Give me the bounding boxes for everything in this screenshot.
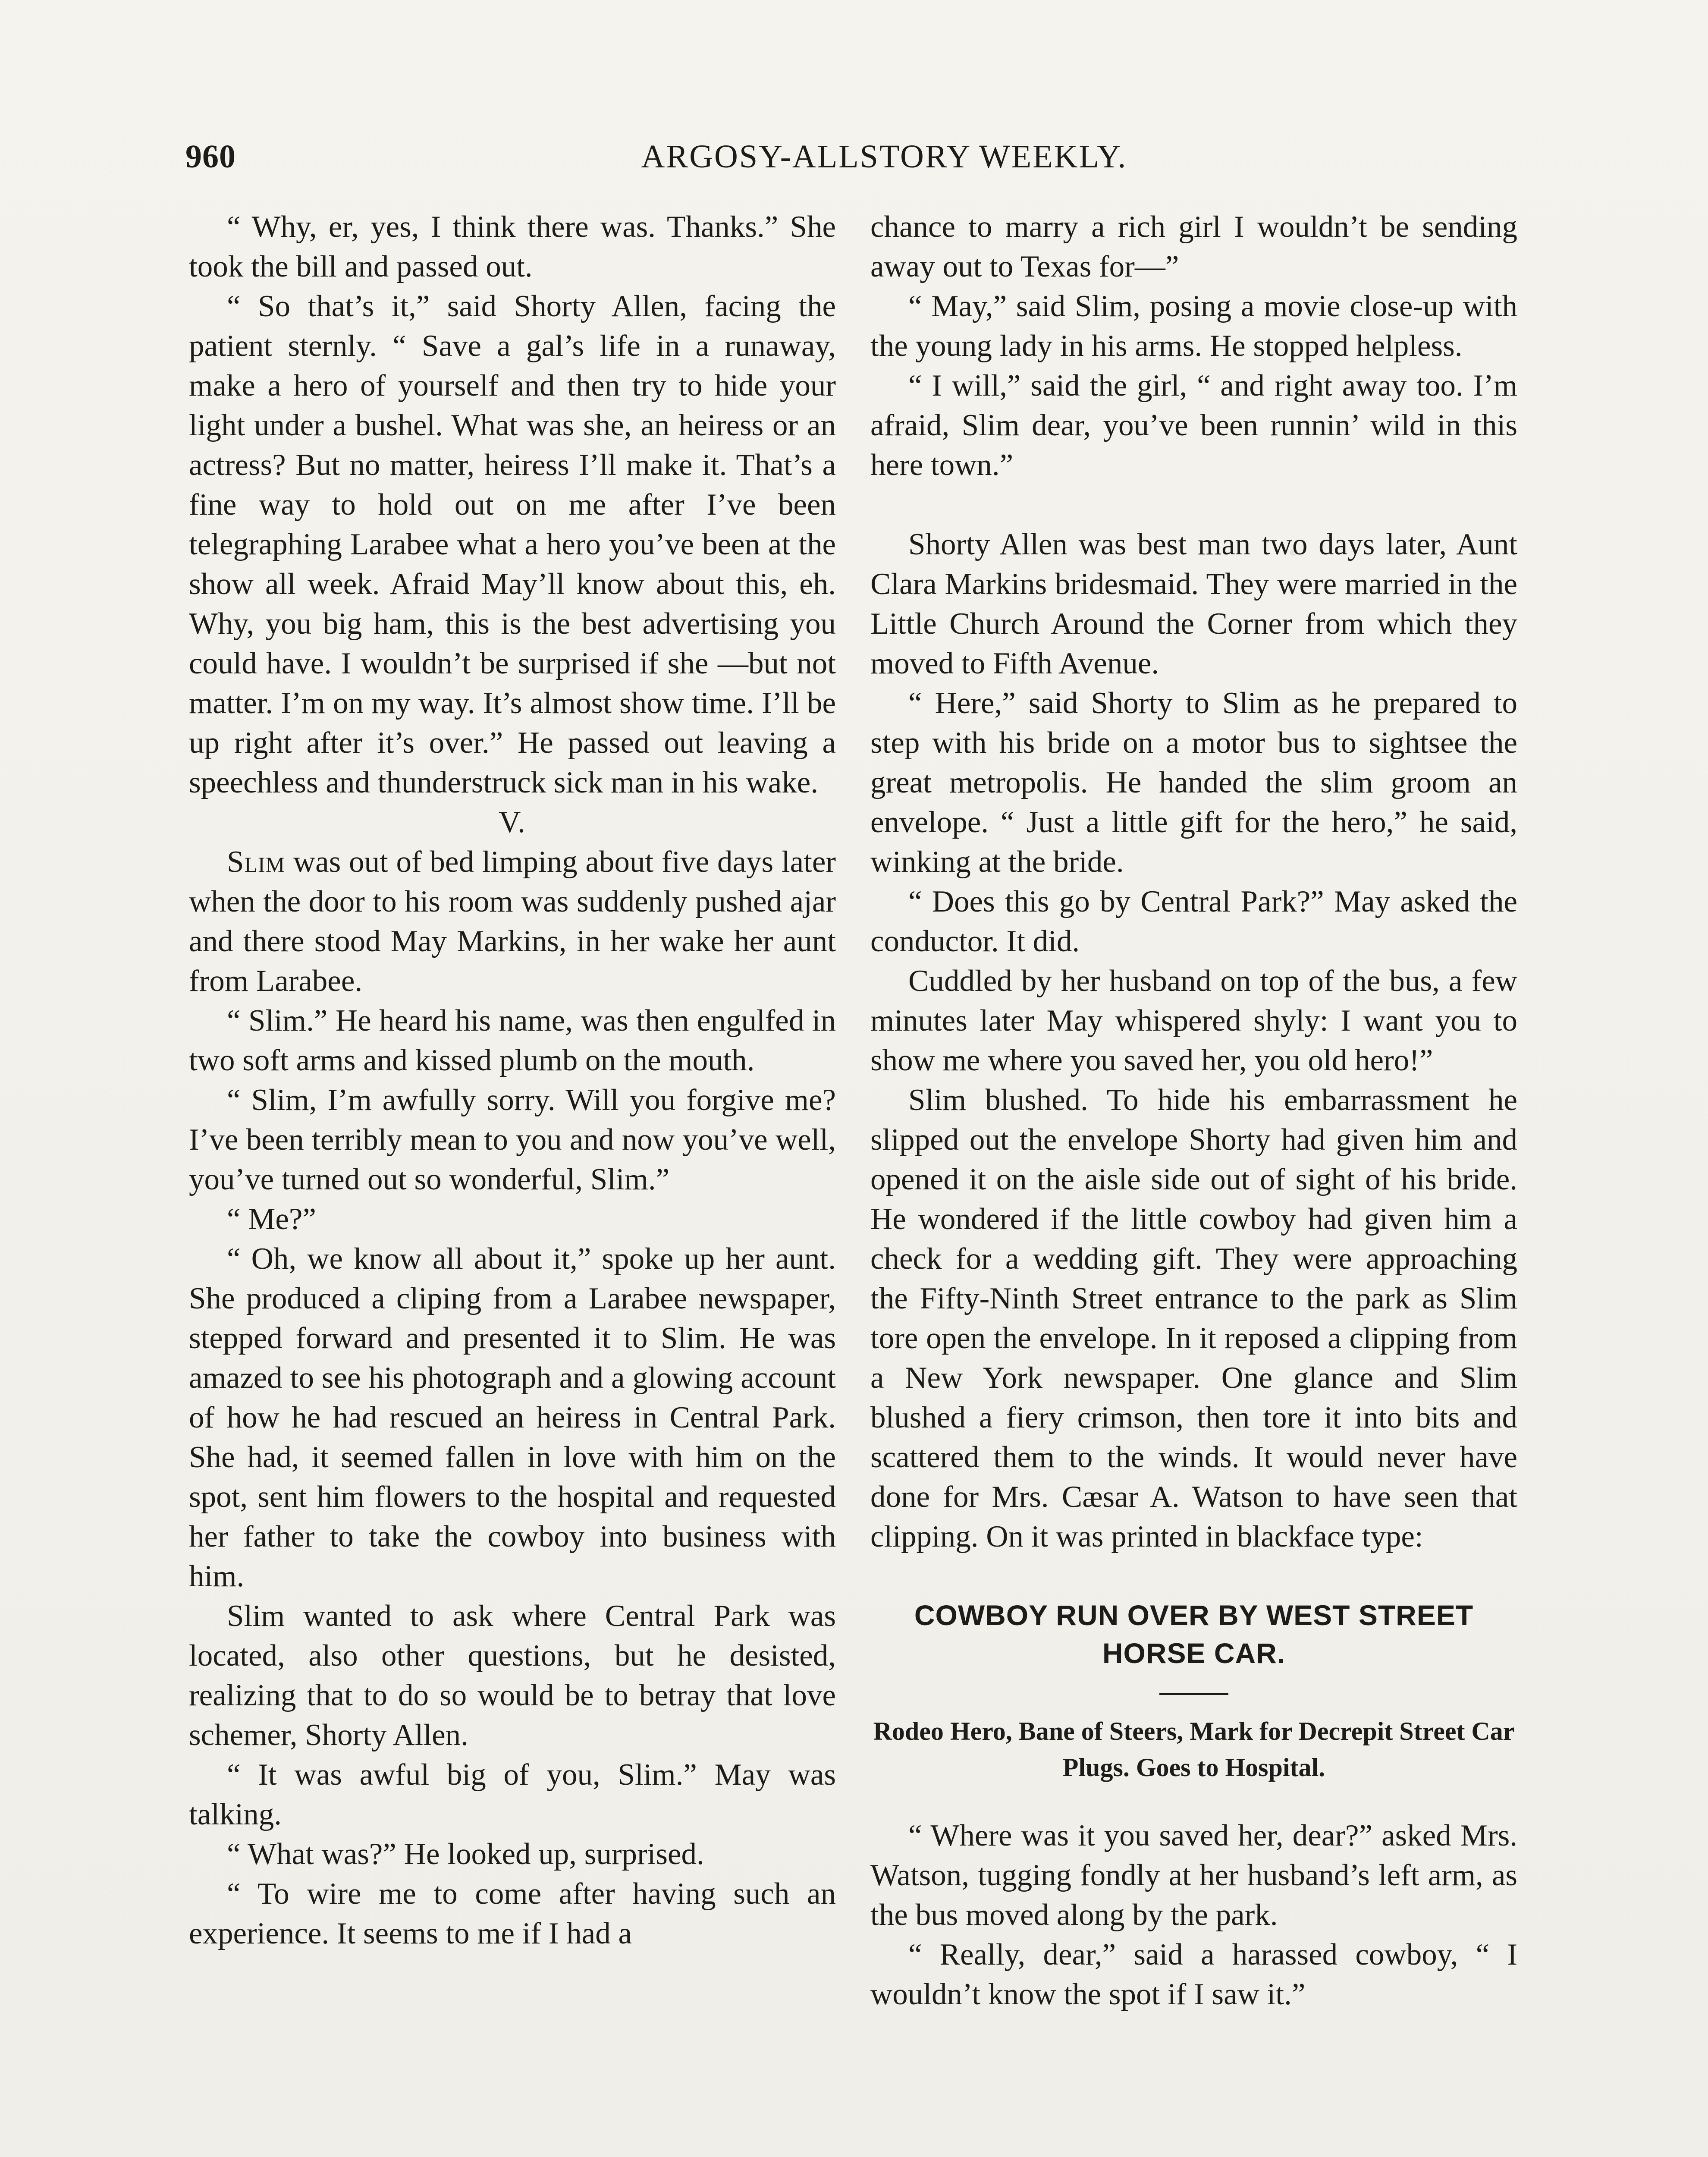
paragraph: “ To wire me to come after having such an experience. It seems to me if I had a bbox=[189, 1877, 836, 1950]
paragraph: chance to marry a rich girl I wouldn’t be sending away out to Texas for—” bbox=[870, 210, 1517, 283]
headline-rule bbox=[1159, 1693, 1228, 1695]
scene-break bbox=[870, 485, 1517, 525]
page-header bbox=[185, 132, 1583, 188]
page-number: 960 bbox=[185, 138, 236, 175]
paragraph: Slim blushed. To hide his embarrassment he slipped out the envelope Shorty had given him and opened it on the aisle side out of sight of his bride. He wondered if the little cowboy had given him a check for a wedding gift. They were approaching the Fifty-Ninth Street entrance to the park as Slim tore open the envelope. In it reposed a clipping from a New York newspaper. One glance and Slim blushed a fiery crimson, then tore it into bits and scattered them to the winds. It would never have done for Mrs. Cæsar A. Watson to have seen that clipping. On it was printed in blackface type: bbox=[870, 1083, 1517, 1553]
paragraph: “ What was?” He looked up, surprised. bbox=[227, 1837, 704, 1871]
paragraph: “ Really, dear,” said a harassed cowboy, “ I wouldn’t know the spot if I saw it.” bbox=[870, 1938, 1517, 2011]
paragraph: Shorty Allen was best man two days later, Aunt Clara Markins bridesmaid. They were married in the Little Church Around the Corner from which they moved to Fifth Avenue. bbox=[870, 528, 1517, 680]
newspaper-subheadline: Rodeo Hero, Bane of Steers, Mark for Decrepit Street Car Plugs. Goes to Hospital. bbox=[873, 1717, 1515, 1782]
paragraph: “ So that’s it,” said Shorty Allen, facing the patient sternly. “ Save a gal’s life in a runaway, make a hero of yourself and then try to hide your light under a bushel. What was she, an heiress or an actress? But no matter, heiress I’ll make it. That’s a fine way to hold out on me after I’ve been telegraphing Larabee what a hero you’ve been at the show all week. Afraid May’ll know about this, eh. Why, you big ham, this is the best advertising you could have. I wouldn’t be surprised if she —but not matter. I’m on my way. It’s almost show time. I’ll be up right after it’s over.” He passed out leaving a speechless and thunderstruck sick man in his wake. bbox=[189, 289, 836, 799]
paragraph: “ Slim.” He heard his name, was then engulfed in two soft arms and kissed plumb on the mouth. bbox=[189, 1004, 836, 1077]
newspaper-headline: COWBOY RUN OVER BY WEST STREET HORSE CAR. bbox=[914, 1599, 1474, 1669]
paragraph bbox=[189, 842, 836, 1001]
paragraph: “ Why, er, yes, I think there was. Thanks.” She took the bill and passed out. bbox=[189, 210, 836, 283]
paragraph-text: was out of bed limping about five days later when the door to his room was suddenly pushed ajar and there stood May Markins, in her wake her aunt from Larabee. bbox=[189, 845, 836, 998]
paragraph: “ May,” said Slim, posing a movie close-up with the young lady in his arms. He stopped helpless. bbox=[870, 289, 1517, 363]
section-number: V. bbox=[499, 805, 526, 839]
paragraph: “ It was awful big of you, Slim.” May was talking. bbox=[189, 1758, 836, 1831]
running-head: ARGOSY-ALLSTORY WEEKLY. bbox=[641, 138, 1127, 175]
paragraph: “ I will,” said the girl, “ and right away too. I’m afraid, Slim dear, you’ve been runnin’ wild in this here town.” bbox=[870, 369, 1517, 482]
paragraph-lead-word: Slim bbox=[227, 845, 286, 879]
paragraph: “ Slim, I’m awfully sorry. Will you forgive me? I’ve been terribly mean to you and now you’ve well, you’ve turned out so wonderful, Slim.” bbox=[189, 1083, 836, 1196]
paragraph: “ Me?” bbox=[227, 1202, 316, 1236]
right-column bbox=[870, 207, 1517, 2014]
paragraph: Slim wanted to ask where Central Park was located, also other questions, but he desisted, realizing that to do so would be to betray that love schemer, Shorty Allen. bbox=[189, 1599, 836, 1752]
paragraph: “ Where was it you saved her, dear?” asked Mrs. Watson, tugging fondly at her husband’s left arm, as the bus moved along by the park. bbox=[870, 1819, 1517, 1932]
left-column bbox=[189, 207, 836, 1953]
paragraph: “ Here,” said Shorty to Slim as he prepared to step with his bride on a motor bus to sightsee the great metropolis. He handed the slim groom an envelope. “ Just a little gift for the hero,” he said, winking at the bride. bbox=[870, 686, 1517, 879]
paragraph: “ Does this go by Central Park?” May asked the conductor. It did. bbox=[870, 885, 1517, 958]
paragraph: Cuddled by her husband on top of the bus, a few minutes later May whispered shyly: I want you to show me where you saved her, you old hero!” bbox=[870, 964, 1517, 1077]
paragraph: “ Oh, we know all about it,” spoke up her aunt. She produced a cliping from a Larabee newspaper, stepped forward and presented it to Slim. He was amazed to see his photograph and a glowing account of how he had rescued an heiress in Central Park. She had, it seemed fallen in love with him on the spot, sent him flowers to the hospital and requested her father to take the cowboy into business with him. bbox=[189, 1242, 836, 1593]
